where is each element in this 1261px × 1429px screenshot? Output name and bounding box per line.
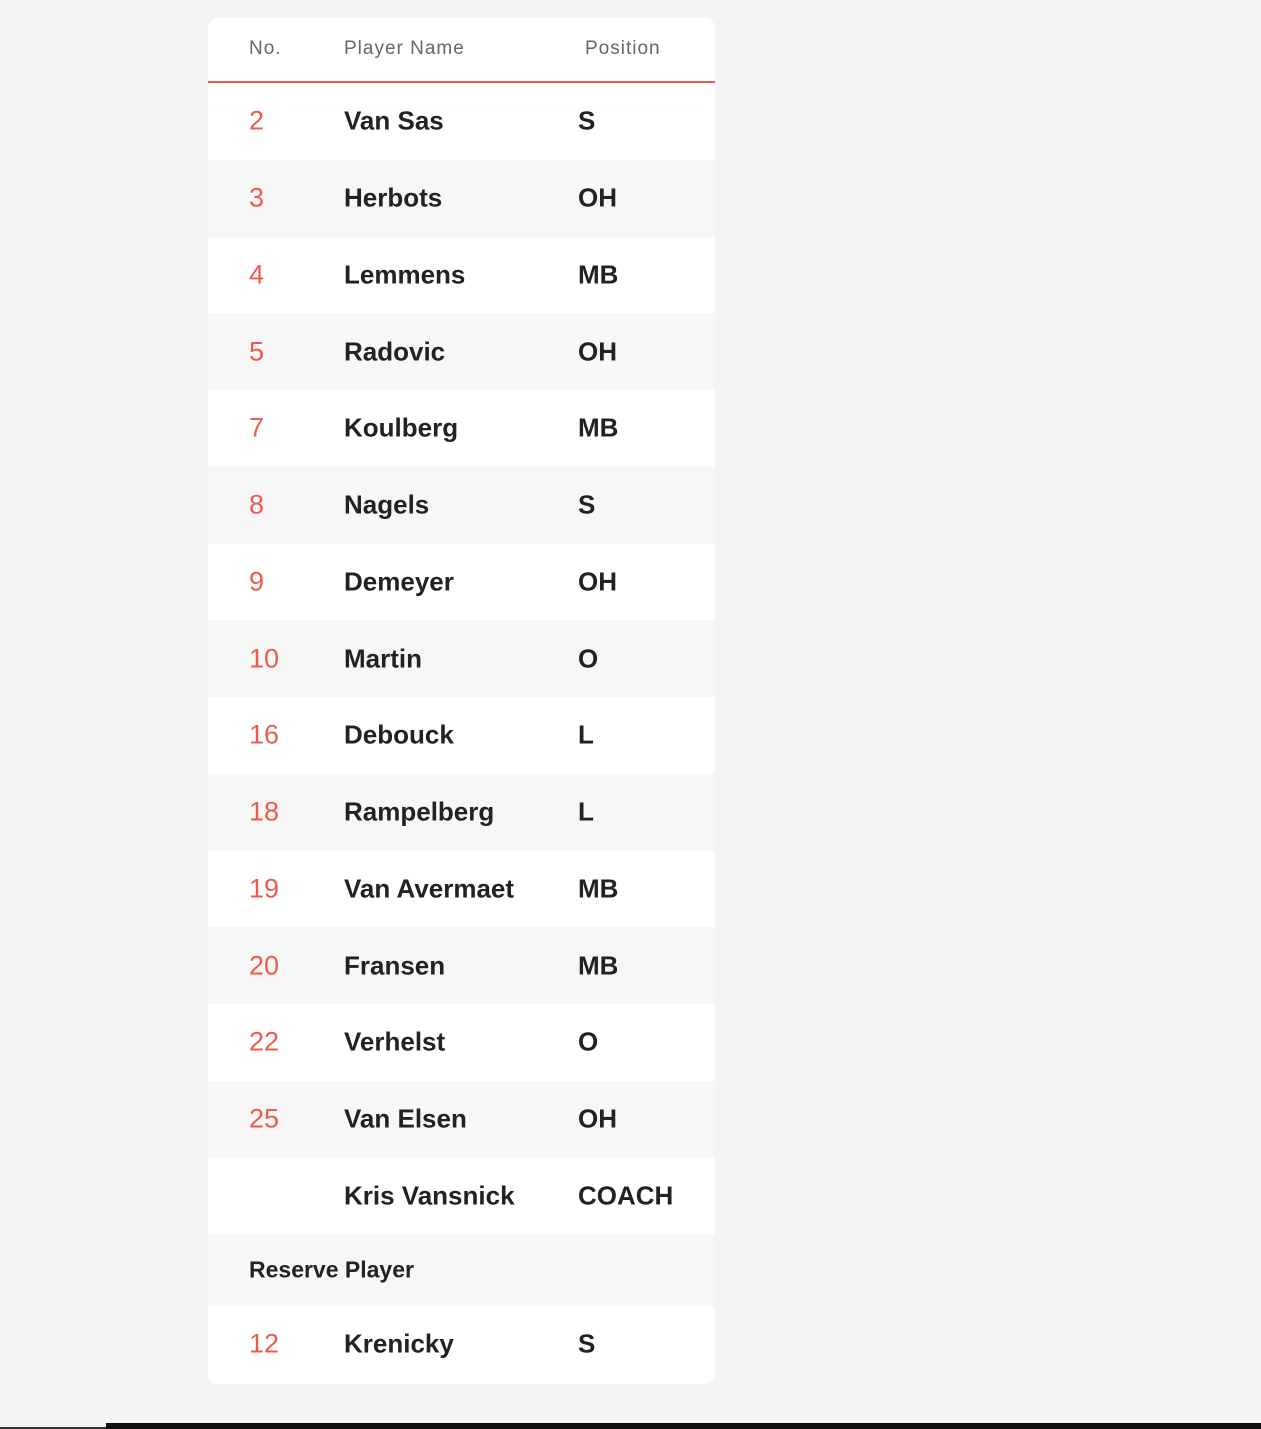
table-header: [208, 18, 715, 83]
player-name: Van Avermaet: [344, 873, 515, 904]
roster-table: [208, 18, 715, 1384]
player-number: 7: [249, 412, 265, 443]
table-row: [208, 313, 715, 390]
player-number: 9: [249, 566, 265, 597]
player-position: S: [578, 105, 596, 136]
table-row: [208, 774, 715, 851]
player-position: O: [578, 643, 599, 674]
player-name: Lemmens: [344, 259, 466, 290]
table-row: [208, 467, 715, 544]
table-row-coach: [208, 1158, 715, 1235]
table-row: [208, 237, 715, 314]
player-number: 4: [249, 259, 265, 290]
player-position: L: [578, 796, 594, 827]
player-position: OH: [578, 182, 617, 213]
player-position: MB: [578, 950, 619, 981]
table-row: [208, 1081, 715, 1158]
player-name: Koulberg: [344, 412, 459, 443]
player-number: 10: [249, 643, 280, 674]
player-number: 12: [249, 1328, 280, 1359]
table-row: [208, 851, 715, 928]
player-position: MB: [578, 412, 619, 443]
player-position: O: [578, 1026, 599, 1057]
table-row: [208, 544, 715, 621]
player-number: 20: [249, 950, 280, 981]
player-name: Van Sas: [344, 105, 444, 136]
reserve-label: Reserve Player: [249, 1256, 414, 1283]
player-number: 3: [249, 182, 265, 213]
player-position: L: [578, 719, 594, 750]
bottom-edge-bar: [106, 1423, 1261, 1429]
player-name: Krenicky: [344, 1328, 454, 1359]
player-name: Debouck: [344, 719, 454, 750]
player-number: 22: [249, 1026, 280, 1057]
player-number: 8: [249, 489, 265, 520]
player-name: Herbots: [344, 182, 443, 213]
player-position: OH: [578, 566, 617, 597]
player-name: Nagels: [344, 489, 430, 520]
table-row: [208, 83, 715, 160]
player-name: Martin: [344, 643, 422, 674]
player-number: 16: [249, 719, 280, 750]
coach-name: Kris Vansnick: [344, 1180, 515, 1211]
table-row: [208, 697, 715, 774]
table-row: [208, 390, 715, 467]
player-position: S: [578, 489, 596, 520]
table-row-reserve: [208, 1306, 715, 1381]
player-position: MB: [578, 873, 619, 904]
player-name: Fransen: [344, 950, 446, 981]
player-position: MB: [578, 259, 619, 290]
table-row: [208, 160, 715, 237]
player-name: Demeyer: [344, 566, 454, 597]
player-name: Radovic: [344, 336, 446, 367]
header-position: Position: [585, 38, 661, 59]
player-number: 2: [249, 105, 265, 136]
player-position: OH: [578, 336, 617, 367]
player-name: Verhelst: [344, 1026, 446, 1057]
player-position: OH: [578, 1103, 617, 1134]
header-player-name: Player Name: [344, 38, 465, 59]
player-number: 18: [249, 796, 280, 827]
header-number: No.: [249, 38, 282, 59]
player-list: [208, 83, 715, 1234]
player-number: 19: [249, 873, 280, 904]
player-name: Van Elsen: [344, 1103, 467, 1134]
player-number: 25: [249, 1103, 280, 1134]
table-row: [208, 927, 715, 1004]
coach-position: COACH: [578, 1180, 674, 1211]
player-number: 5: [249, 336, 265, 367]
table-row: [208, 1004, 715, 1081]
player-name: Rampelberg: [344, 796, 495, 827]
reserve-section-header: [208, 1234, 715, 1306]
player-position: S: [578, 1328, 596, 1359]
table-row: [208, 620, 715, 697]
